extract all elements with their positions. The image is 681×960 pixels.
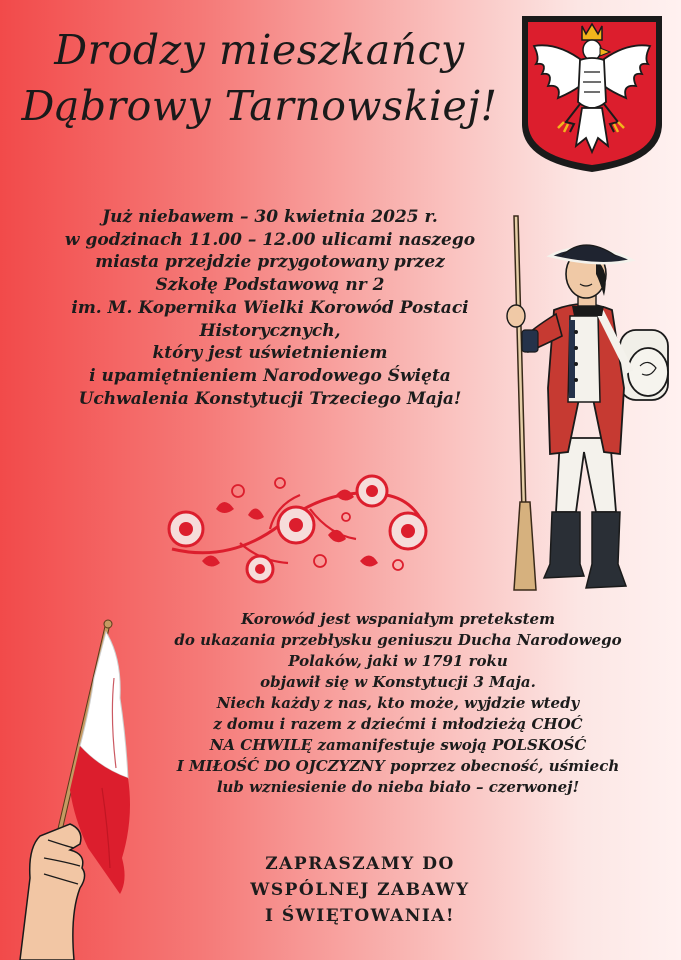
intro-text <box>20 206 520 410</box>
body-line-5: Niech każdy z nas, kto może, wyjdzie wtedy <box>216 694 580 712</box>
body-line-2: do ukazania przebłysku geniuszu Ducha Narodowego <box>174 631 622 649</box>
folk-ornament-icon <box>160 465 440 585</box>
body-line-1: Korowód jest wspaniałym pretekstem <box>241 610 555 628</box>
body-line-9: lub wzniesienie do nieba biało – czerwonej! <box>216 778 580 796</box>
body-line-6: z domu i razem z dziećmi i młodzieżą CHOĆ <box>213 715 583 733</box>
body-line-8: I MIŁOŚĆ DO OJCZYZNY poprzez obecność, uśmiech <box>176 757 620 775</box>
body-line-3: Polaków, jaki w 1791 roku <box>288 652 508 670</box>
closing-line-1: ZAPRASZAMY DO <box>265 854 455 874</box>
intro-line-3: miasta przejdzie przygotowany przez <box>95 252 445 273</box>
closing-line-2: WSPÓLNEJ ZABAWY <box>250 880 470 900</box>
intro-line-9: Uchwalenia Konstytucji Trzeciego Maja! <box>78 388 462 409</box>
body-text <box>128 609 668 798</box>
intro-line-5: im. M. Kopernika Wielki Korowód Postaci <box>71 297 469 318</box>
intro-line-4: Szkołę Podstawową nr 2 <box>155 275 385 296</box>
intro-line-6: Historycznych, <box>199 320 341 341</box>
intro-line-2: w godzinach 11.00 – 12.00 ulicami naszego <box>64 229 476 250</box>
poster-title <box>12 22 507 134</box>
intro-line-7: który jest uświetnieniem <box>152 343 388 364</box>
title-line-2: Dąbrowy Tarnowskiej! <box>21 82 498 130</box>
intro-line-1: Już niebawem – 30 kwietnia 2025 r. <box>102 207 438 227</box>
body-line-4: objawił się w Konstytucji 3 Maja. <box>260 673 536 691</box>
title-line-1: Drodzy mieszkańcy <box>54 26 465 74</box>
closing-invitation <box>195 851 525 929</box>
soldier-illustration-icon <box>500 212 680 602</box>
hand-flag-icon <box>10 618 160 960</box>
intro-line-8: i upamiętnieniem Narodowego Święta <box>89 365 451 386</box>
body-line-7: NA CHWILĘ zamanifestuje swoją POLSKOŚĆ <box>209 736 587 754</box>
polish-eagle-emblem-icon <box>518 12 666 176</box>
closing-line-3: I ŚWIĘTOWANIA! <box>265 906 455 926</box>
